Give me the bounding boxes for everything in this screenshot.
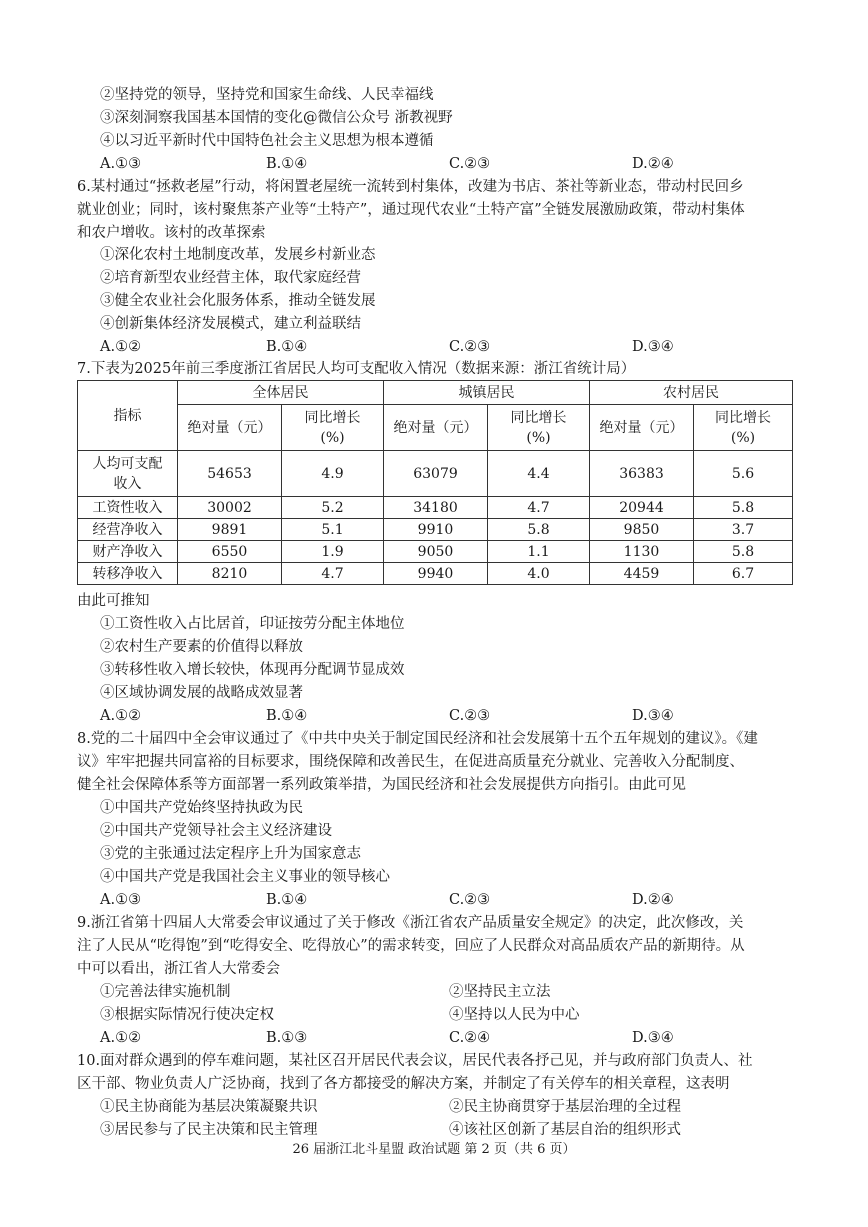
q9-item-3: ③根据实际情况行使决定权 — [100, 1007, 274, 1023]
page-footer: 26 届浙江北斗星盟 政治试题 第 2 页（共 6 页） — [292, 1142, 576, 1157]
q5-option-a: A.①③ — [100, 156, 142, 172]
table-cell: 63079 — [384, 451, 488, 497]
table-row — [78, 541, 793, 563]
table-header-abs: 绝对量（元） — [590, 405, 694, 451]
table-cell: 5.6 — [694, 451, 793, 497]
table-cell: 4.4 — [488, 451, 590, 497]
table-header-growth: 同比增长 (%) — [694, 405, 793, 451]
q5-option-d: D.②④ — [632, 156, 674, 172]
table-header-group-urban: 城镇居民 — [384, 381, 590, 405]
q10-item-3: ③居民参与了民主决策和民主管理 — [100, 1122, 318, 1138]
q7-item-4: ④区域协调发展的战略成效显著 — [100, 685, 303, 701]
table-cell: 9940 — [384, 563, 488, 585]
table-header-indicator: 指标 — [78, 381, 178, 451]
q7-option-a: A.①② — [100, 708, 142, 724]
row-label: 经营净收入 — [78, 519, 178, 541]
table-cell: 9910 — [384, 519, 488, 541]
q9-option-c: C.②④ — [449, 1030, 491, 1046]
table-cell: 5.8 — [694, 541, 793, 563]
table-header-growth: 同比增长 (%) — [282, 405, 384, 451]
table-cell: 9050 — [384, 541, 488, 563]
table-cell: 20944 — [590, 497, 694, 519]
q7-item-2: ②农村生产要素的价值得以释放 — [100, 639, 303, 655]
table-cell: 5.1 — [282, 519, 384, 541]
q10-item-1: ①民主协商能为基层决策凝聚共识 — [100, 1099, 318, 1115]
table-cell: 8210 — [178, 563, 282, 585]
q10-item-2: ②民主协商贯穿于基层治理的全过程 — [449, 1099, 681, 1115]
table-cell: 5.8 — [694, 497, 793, 519]
q6-item-2: ②培育新型农业经营主体，取代家庭经营 — [100, 270, 361, 286]
table-cell: 30002 — [178, 497, 282, 519]
q7-option-b: B.①④ — [266, 708, 308, 724]
q8-options — [100, 889, 820, 911]
table-row — [78, 497, 793, 519]
table-header-group-all: 全体居民 — [178, 381, 384, 405]
q9-option-b: B.①③ — [266, 1030, 308, 1046]
q6-option-c: C.②③ — [449, 339, 491, 355]
q7-option-d: D.③④ — [632, 708, 674, 724]
q9-item-4: ④坚持以人民为中心 — [449, 1007, 580, 1023]
table-cell: 4.0 — [488, 563, 590, 585]
q6-options — [100, 336, 820, 358]
q6-stem-line-1: 6.某村通过“拯救老屋”行动，将闲置老屋统一流转到村集体，改建为书店、茶社等新业态，带动村民回乡 — [77, 179, 744, 195]
income-table — [77, 380, 793, 585]
q7-after: 由此可推知 — [77, 593, 150, 609]
row-label: 人均可支配 收入 — [78, 451, 178, 497]
q8-item-3: ③党的主张通过法定程序上升为国家意志 — [100, 846, 361, 862]
q5-item-4: ④以习近平新时代中国特色社会主义思想为根本遵循 — [100, 133, 434, 149]
q5-option-c: C.②③ — [449, 156, 491, 172]
row-label: 转移净收入 — [78, 563, 178, 585]
q5-item-2: ②坚持党的领导，坚持党和国家生命线、人民幸福线 — [100, 87, 434, 103]
table-cell: 36383 — [590, 451, 694, 497]
q8-option-a: A.①③ — [100, 892, 142, 908]
q6-stem-line-3: 和农户增收。该村的改革探索 — [77, 225, 266, 241]
q6-stem-line-2: 就业创业；同时，该村聚焦茶产业等“土特产”，通过现代农业“土特产富”全链发展激励政策，带动村集体 — [77, 202, 745, 218]
q9-option-d: D.③④ — [632, 1030, 674, 1046]
table-header-abs: 绝对量（元） — [178, 405, 282, 451]
q9-option-a: A.①② — [100, 1030, 142, 1046]
q9-items-row-1 — [100, 981, 820, 1003]
table-cell: 5.8 — [488, 519, 590, 541]
table-cell: 4459 — [590, 563, 694, 585]
table-cell: 4.7 — [488, 497, 590, 519]
q6-item-3: ③健全农业社会化服务体系，推动全链发展 — [100, 293, 376, 309]
table-cell: 3.7 — [694, 519, 793, 541]
q8-option-c: C.②③ — [449, 892, 491, 908]
q6-item-4: ④创新集体经济发展模式，建立利益联结 — [100, 316, 361, 332]
q8-item-1: ①中国共产党始终坚持执政为民 — [100, 800, 303, 816]
q10-stem-line-1: 10.面对群众遇到的停车难问题，某社区召开居民代表会议，居民代表各抒己见，并与政府部门负责人、社 — [77, 1053, 753, 1069]
table-header-growth: 同比增长 (%) — [488, 405, 590, 451]
q10-stem-line-2: 区干部、物业负责人广泛协商，找到了各方都接受的解决方案，并制定了有关停车的相关章程，这表明 — [77, 1076, 730, 1092]
table-cell: 9850 — [590, 519, 694, 541]
q7-stem: 7.下表为2025年前三季度浙江省居民人均可支配收入情况（数据来源：浙江省统计局） — [77, 361, 636, 377]
q8-option-b: B.①④ — [266, 892, 308, 908]
q7-item-1: ①工资性收入占比居首，印证按劳分配主体地位 — [100, 616, 405, 632]
q6-option-b: B.①④ — [266, 339, 308, 355]
q7-item-3: ③转移性收入增长较快，体现再分配调节显成效 — [100, 662, 405, 678]
row-label: 财产净收入 — [78, 541, 178, 563]
q5-options — [100, 153, 820, 175]
q9-items-row-2 — [100, 1004, 820, 1026]
table-header-group-rural: 农村居民 — [590, 381, 793, 405]
table-cell: 1.9 — [282, 541, 384, 563]
table-cell: 6.7 — [694, 563, 793, 585]
table-cell: 34180 — [384, 497, 488, 519]
q9-item-1: ①完善法律实施机制 — [100, 984, 231, 1000]
q7-options — [100, 705, 820, 727]
q8-stem-line-2: 议》牢牢把握共同富裕的目标要求，围绕保障和改善民生，在促进高质量充分就业、完善收入分配制度、 — [77, 754, 744, 770]
q5-item-3: ③深刻洞察我国基本国情的变化@微信公众号 浙教视野 — [100, 110, 453, 126]
q8-option-d: D.②④ — [632, 892, 674, 908]
q8-item-4: ④中国共产党是我国社会主义事业的领导核心 — [100, 869, 390, 885]
q8-item-2: ②中国共产党领导社会主义经济建设 — [100, 823, 332, 839]
row-label: 工资性收入 — [78, 497, 178, 519]
table-cell: 4.9 — [282, 451, 384, 497]
q6-item-1: ①深化农村土地制度改革，发展乡村新业态 — [100, 247, 376, 263]
q6-option-d: D.③④ — [632, 339, 674, 355]
q9-stem-line-1: 9.浙江省第十四届人大常委会审议通过了关于修改《浙江省农产品质量安全规定》的决定，此次修改，关 — [77, 915, 744, 931]
q9-stem-line-2: 注了人民从“吃得饱”到“吃得安全、吃得放心”的需求转变，回应了人民群众对高品质农产品的新期待。从 — [77, 938, 745, 954]
table-row — [78, 563, 793, 585]
q8-stem-line-3: 健全社会保障体系等方面部署一系列政策举措，为国民经济和社会发展提供方向指引。由此可见 — [77, 777, 686, 793]
table-cell: 9891 — [178, 519, 282, 541]
table-row — [78, 519, 793, 541]
q7-option-c: C.②③ — [449, 708, 491, 724]
q10-items-row-1 — [100, 1096, 820, 1118]
table-cell: 1130 — [590, 541, 694, 563]
q9-stem-line-3: 中可以看出，浙江省人大常委会 — [77, 961, 280, 977]
table-header-abs: 绝对量（元） — [384, 405, 488, 451]
table-cell: 5.2 — [282, 497, 384, 519]
q5-option-b: B.①④ — [266, 156, 308, 172]
table-cell: 54653 — [178, 451, 282, 497]
q10-item-4: ④该社区创新了基层自治的组织形式 — [449, 1122, 681, 1138]
table-cell: 4.7 — [282, 563, 384, 585]
table-cell: 1.1 — [488, 541, 590, 563]
q6-option-a: A.①② — [100, 339, 142, 355]
table-row — [78, 451, 793, 497]
q9-item-2: ②坚持民主立法 — [449, 984, 551, 1000]
table-cell: 6550 — [178, 541, 282, 563]
q8-stem-line-1: 8.党的二十届四中全会审议通过了《中共中央关于制定国民经济和社会发展第十五个五年规划的建议》。《建 — [77, 731, 758, 747]
q9-options — [100, 1027, 820, 1049]
